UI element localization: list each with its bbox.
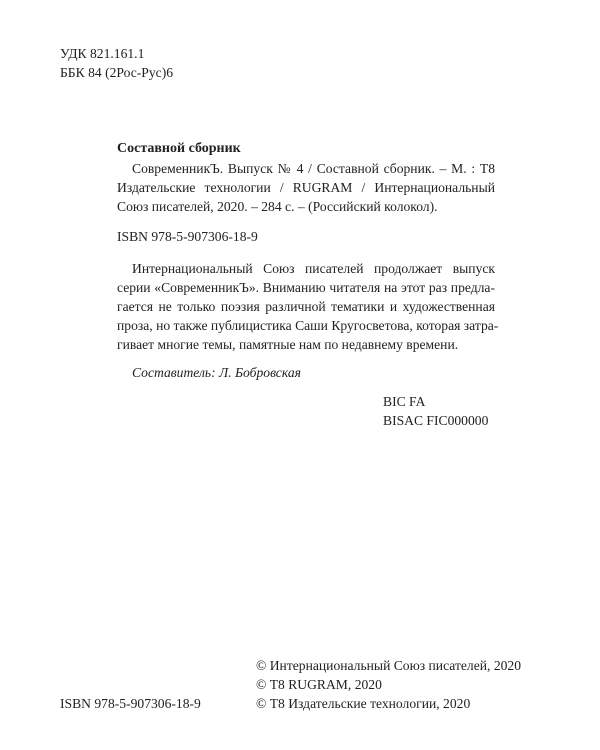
bbk-code: ББК 84 (2Рос-Рус)6 <box>60 65 174 80</box>
copyright-line-1: © Интернациональный Союз писателей, 2020 <box>256 658 522 673</box>
description-line-1: СовременникЪ. Выпуск № 4 / Составной сборник. – М. : Т8 <box>132 161 495 176</box>
compiler-credit: Составитель: Л. Бобровская <box>132 365 301 380</box>
annotation-line-5: гивает многие темы, памятные нам по недавнему времени. <box>117 337 459 352</box>
annotation-line-1: Интернациональный Союз писателей продолжает выпуск <box>132 261 495 276</box>
bic-code: BIC FA <box>383 394 426 409</box>
description-line-3: Союз писателей, 2020. – 284 с. – (Российский колокол). <box>117 199 438 214</box>
isbn-main: ISBN 978-5-907306-18-9 <box>117 229 258 244</box>
book-title: Составной сборник <box>117 141 241 156</box>
copyright-line-3: © Т8 Издательские технологии, 2020 <box>256 696 471 711</box>
annotation-line-2: серии «СовременникЪ». Вниманию читателя на этот раз предла- <box>117 280 495 295</box>
isbn-footer: ISBN 978-5-907306-18-9 <box>60 696 201 711</box>
description-line-2: Издательские технологии / RUGRAM / Интернациональный <box>117 180 495 195</box>
annotation-line-3: гается не только поэзия различной тематики и художественная <box>117 299 495 314</box>
copyright-line-2: © Т8 RUGRAM, 2020 <box>256 677 382 692</box>
annotation-line-4: проза, но также публицистика Саши Кругосветова, которая затра- <box>117 318 499 333</box>
bisac-code: BISAC FIC000000 <box>383 413 489 428</box>
udk-code: УДК 821.161.1 <box>60 46 145 61</box>
